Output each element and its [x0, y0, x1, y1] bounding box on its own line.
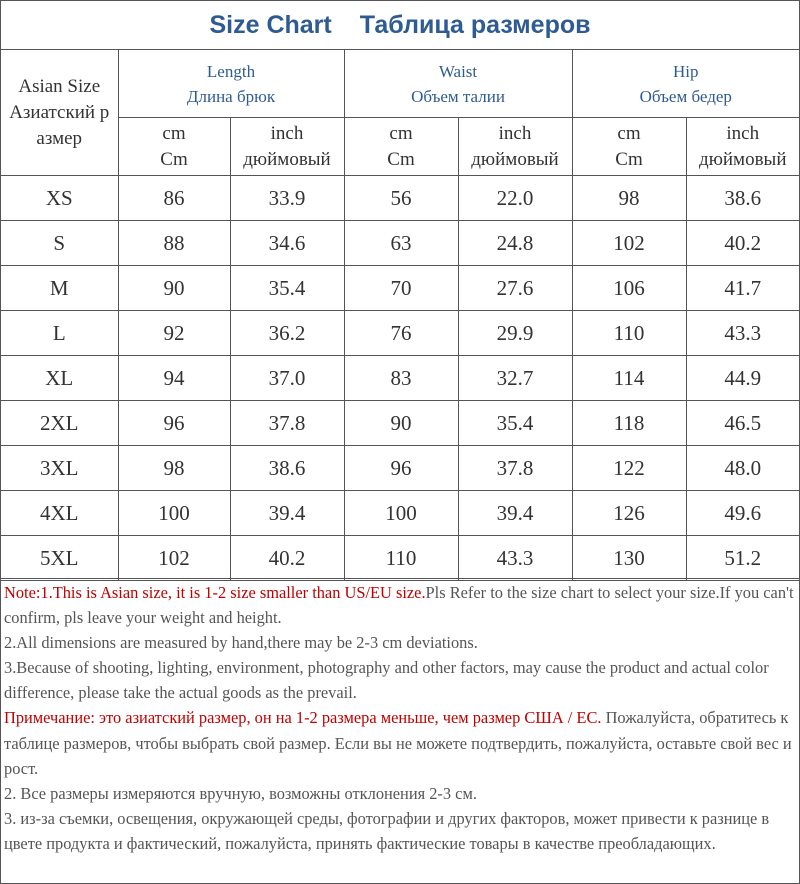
- measurement-cell: 70: [344, 266, 458, 311]
- size-label-cell: 2XL: [1, 401, 118, 446]
- size-label-cell: XL: [1, 356, 118, 401]
- measurement-cell: 96: [344, 446, 458, 491]
- unit-header: cm Cm: [118, 118, 230, 176]
- measurement-cell: 29.9: [458, 311, 572, 356]
- table-row: [1, 536, 799, 581]
- size-label-cell: L: [1, 311, 118, 356]
- unit-header: cm Cm: [344, 118, 458, 176]
- measurement-cell: 86: [118, 176, 230, 221]
- measurement-cell: 100: [118, 491, 230, 536]
- measurement-cell: 94: [118, 356, 230, 401]
- measurement-cell: 44.9: [686, 356, 799, 401]
- title-ru: Таблица размеров: [359, 11, 591, 39]
- group-header-hip: Hip Объем бедер: [572, 50, 799, 118]
- note-ru-1: Примечание: это азиатский размер, он на 1-2 размера меньше, чем размер США / ЕС. Пожалуйста, обратитесь к таблице размеров, чтобы выбрать свой размер. Если вы не можете подтвердить, пожалуйста, оставьте свой вес и рост.: [4, 708, 792, 778]
- measurement-cell: 37.8: [458, 446, 572, 491]
- table-row: [1, 446, 799, 491]
- measurement-cell: 90: [344, 401, 458, 446]
- unit-header: inch дюймовый: [458, 118, 572, 176]
- measurement-cell: 40.2: [230, 536, 344, 581]
- title-en: Size Chart: [209, 11, 332, 39]
- measurement-cell: 32.7: [458, 356, 572, 401]
- group-header-waist: Waist Объем талии: [344, 50, 572, 118]
- note-en-1: Note:1.This is Asian size, it is 1-2 size smaller than US/EU size.Pls Refer to the size chart to select your size.If you can't confirm, pls leave your weight and height.: [4, 583, 794, 628]
- measurement-cell: 110: [344, 536, 458, 581]
- table-row: [1, 221, 799, 266]
- measurement-cell: 118: [572, 401, 686, 446]
- page-title: [1, 1, 799, 50]
- measurement-cell: 46.5: [686, 401, 799, 446]
- measurement-cell: 37.0: [230, 356, 344, 401]
- size-label-cell: M: [1, 266, 118, 311]
- unit-header: cm Cm: [572, 118, 686, 176]
- measurement-cell: 41.7: [686, 266, 799, 311]
- measurement-cell: 122: [572, 446, 686, 491]
- note-ru-3: 3. из-за съемки, освещения, окружающей среды, фотографии и других факторов, может привести к разнице в цвете продукта и фактический, пожалуйста, принять фактические товары в качестве преобладающих.: [4, 808, 770, 853]
- measurement-cell: 114: [572, 356, 686, 401]
- measurement-cell: 33.9: [230, 176, 344, 221]
- measurement-cell: 37.8: [230, 401, 344, 446]
- note-en-2: 2.All dimensions are measured by hand,there may be 2-3 cm deviations.: [4, 633, 478, 653]
- size-label-cell: 5XL: [1, 536, 118, 581]
- note-ru-2: 2. Все размеры измеряются вручную, возможны отклонения 2-3 см.: [4, 783, 477, 803]
- table-row: [1, 491, 799, 536]
- measurement-cell: 130: [572, 536, 686, 581]
- measurement-cell: 34.6: [230, 221, 344, 266]
- asian-size-header: Asian Size Азиатский р азмер: [1, 50, 118, 176]
- unit-header: inch дюймовый: [230, 118, 344, 176]
- table-row: [1, 176, 799, 221]
- size-table: [1, 50, 799, 581]
- size-label-cell: 4XL: [1, 491, 118, 536]
- measurement-cell: 36.2: [230, 311, 344, 356]
- measurement-cell: 63: [344, 221, 458, 266]
- measurement-cell: 100: [344, 491, 458, 536]
- measurement-cell: 24.8: [458, 221, 572, 266]
- measurement-cell: 98: [572, 176, 686, 221]
- size-rows: [1, 176, 799, 581]
- table-row: [1, 266, 799, 311]
- unit-header: inch дюймовый: [686, 118, 799, 176]
- measurement-cell: 106: [572, 266, 686, 311]
- measurement-cell: 40.2: [686, 221, 799, 266]
- size-label-cell: XS: [1, 176, 118, 221]
- measurement-cell: 27.6: [458, 266, 572, 311]
- measurement-cell: 43.3: [686, 311, 799, 356]
- measurement-cell: 39.4: [458, 491, 572, 536]
- note-en-3: 3.Because of shooting, lighting, environment, photography and other factors, may cause the product and actual color difference, please take the actual goods as the prevail.: [4, 658, 769, 703]
- measurement-cell: 83: [344, 356, 458, 401]
- measurement-cell: 110: [572, 311, 686, 356]
- measurement-cell: 56: [344, 176, 458, 221]
- measurement-cell: 126: [572, 491, 686, 536]
- notes-section: [1, 578, 799, 882]
- measurement-cell: 102: [118, 536, 230, 581]
- header-row-groups: [1, 50, 799, 118]
- measurement-cell: 35.4: [458, 401, 572, 446]
- measurement-cell: 102: [572, 221, 686, 266]
- measurement-cell: 92: [118, 311, 230, 356]
- measurement-cell: 90: [118, 266, 230, 311]
- table-row: [1, 401, 799, 446]
- measurement-cell: 96: [118, 401, 230, 446]
- measurement-cell: 76: [344, 311, 458, 356]
- measurement-cell: 48.0: [686, 446, 799, 491]
- measurement-cell: 38.6: [230, 446, 344, 491]
- size-label-cell: S: [1, 221, 118, 266]
- measurement-cell: 39.4: [230, 491, 344, 536]
- measurement-cell: 43.3: [458, 536, 572, 581]
- measurement-cell: 38.6: [686, 176, 799, 221]
- group-header-length: Length Длина брюк: [118, 50, 344, 118]
- measurement-cell: 35.4: [230, 266, 344, 311]
- header-row-units: [1, 118, 799, 176]
- measurement-cell: 51.2: [686, 536, 799, 581]
- measurement-cell: 49.6: [686, 491, 799, 536]
- measurement-cell: 22.0: [458, 176, 572, 221]
- size-label-cell: 3XL: [1, 446, 118, 491]
- measurement-cell: 98: [118, 446, 230, 491]
- table-row: [1, 356, 799, 401]
- table-row: [1, 311, 799, 356]
- measurement-cell: 88: [118, 221, 230, 266]
